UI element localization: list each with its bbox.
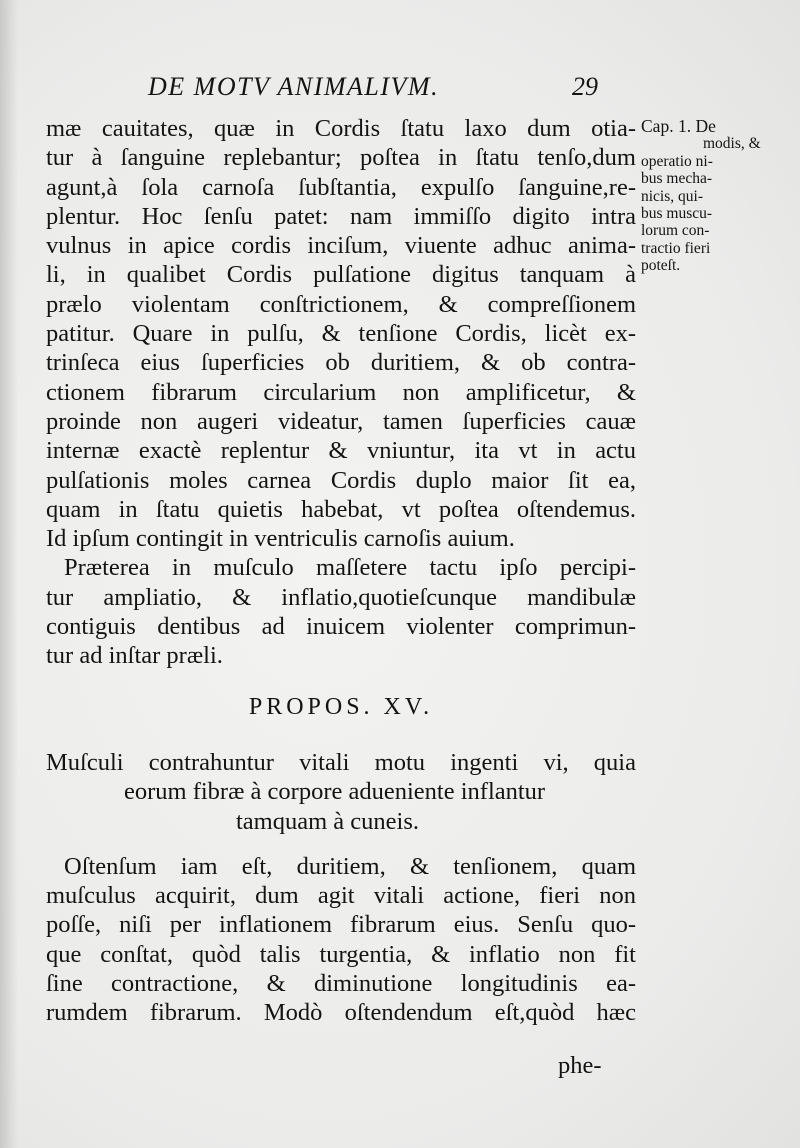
catchword: phe- <box>558 1052 602 1079</box>
text-line: eorum fibræ à corpore aduenientе inflantur <box>124 778 546 806</box>
text-line: ctionem fibrarum circularium non amplificetur, & <box>46 378 636 406</box>
text-line: tur ampliatio, & inflatio,quotieſcunque mandibulæ <box>46 583 636 611</box>
proposition-statement <box>46 748 636 836</box>
text-line: pulſationis moles carnea Cordis duplo maior ſit ea, <box>46 466 636 494</box>
text-line: Præterea in muſculo maſſetere tactu ipſo percipi- <box>64 554 636 582</box>
text-line: internæ exactè replentur & vniuntur, ita vt in actu <box>46 437 636 465</box>
text-line: Id ipſum contingit in ventriculis carnoſis auium. <box>46 525 515 553</box>
text-line: Oſtenſum iam eſt, duritiem, & tenſionem, quam <box>64 852 636 880</box>
text-line: que conſtat, quòd talis turgentia, & inflatio non fit <box>46 940 636 968</box>
marginal-note-line: tractio fieri <box>641 239 711 257</box>
paragraph-2 <box>46 553 636 670</box>
text-line: tur ad inſtar præli. <box>46 642 223 670</box>
text-line: proinde non augeri videatur, tamen ſuperficies cauæ <box>46 407 636 435</box>
paragraph-1 <box>46 114 636 553</box>
text-line: li, in qualibet Cordis pulſatione digitus tanquam à <box>46 261 636 289</box>
text-line: ſine contractione, & diminutione longitudinis ea- <box>46 970 636 998</box>
marginal-note-line: bus mecha- <box>641 170 713 188</box>
paragraph-3 <box>46 852 636 1028</box>
marginal-note-line: lorum con- <box>641 222 710 240</box>
text-line: muſculus acquirit, dum agit vitali actione, fieri non <box>46 882 636 910</box>
marginal-note-line: bus muscu- <box>641 205 713 223</box>
text-line: agunt,à ſola carnoſa ſubſtantia, expulſo ſanguine,re- <box>46 173 636 201</box>
marginal-note-line: operatio ni- <box>641 152 713 170</box>
text-line: prælo violentam conſtrictionem, & compreſſionem <box>46 290 636 318</box>
page-header <box>0 68 800 108</box>
text-line: patitur. Quare in pulſu, & tenſione Cordis, licèt ex- <box>46 320 636 348</box>
marginal-note-line: Cap. 1. De <box>641 116 716 136</box>
text-line: plentur. Hoc ſenſu patet: nam immiſſo digito intra <box>46 202 636 230</box>
text-line: poſſe, niſi per inflationem fibrarum eius. Senſu quo- <box>46 911 636 939</box>
spine-shadow <box>0 0 18 1148</box>
text-line: rumdem fibrarum. Modò oſtendendum eſt,quòd hæc <box>46 999 636 1027</box>
marginal-note-line: modis, & <box>703 135 761 153</box>
text-line: quam in ſtatu quietis habebat, vt poſtea oſtendemus. <box>46 495 636 523</box>
proposition-heading: PROPOS. XV. <box>248 693 434 720</box>
text-line: tamquam à cuneis. <box>236 807 420 835</box>
text-line: tur à ſanguine replebantur; poſtea in ſtatu tenſo,dum <box>46 144 636 172</box>
marginal-note-line: nicis, qui- <box>641 187 703 205</box>
spacer <box>46 836 636 852</box>
main-text-block <box>46 114 636 1028</box>
text-line: trinſeca eius ſuperficies ob duritiem, & ob contra- <box>46 349 636 377</box>
text-line: vulnus in apice cordis inciſum, viuente adhuc anima- <box>46 232 636 260</box>
running-title: DE MOTV ANIMALIVM. <box>148 72 440 101</box>
text-line: contiguis dentibus ad inuicem violenter comprimun- <box>46 613 636 641</box>
text-line: Muſculi contrahuntur vitali motu ingenti vi, quia <box>46 748 636 776</box>
marginal-note <box>641 118 761 275</box>
marginal-note-line: poteſt. <box>641 257 681 275</box>
page-number: 29 <box>572 72 598 101</box>
text-line: mæ cauitates, quæ in Cordis ſtatu laxo dum otia- <box>46 115 636 142</box>
